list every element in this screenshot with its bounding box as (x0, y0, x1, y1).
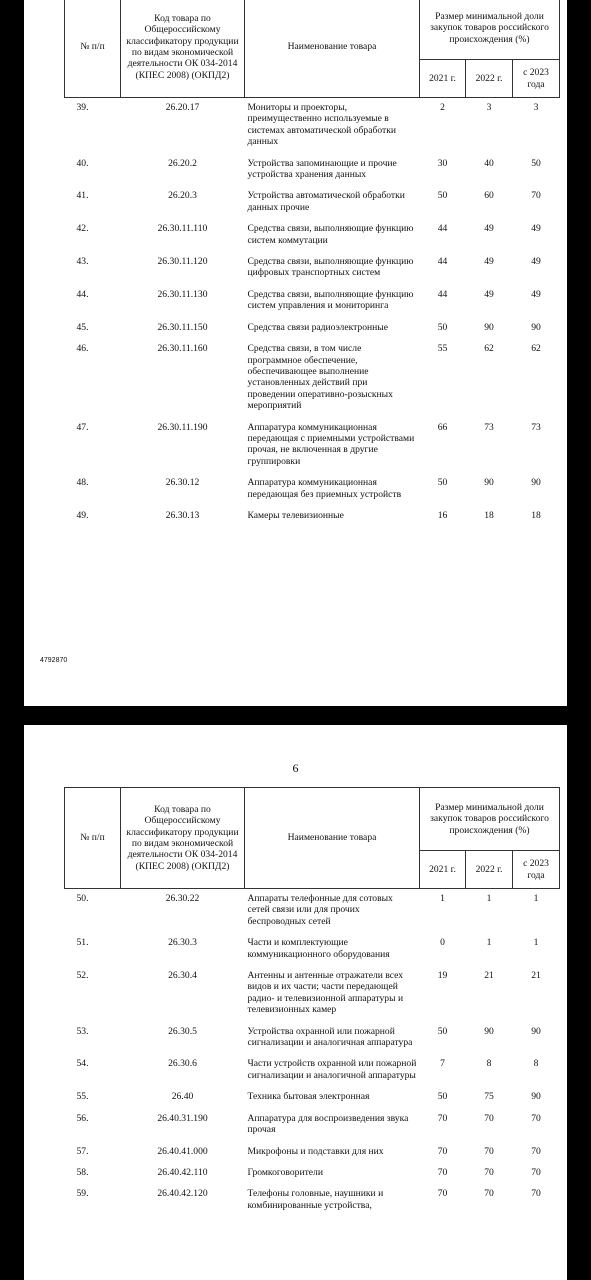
product-name: Аппараты телефонные для сотовых сетей связи или для прочих беспроводных сетей (247, 893, 393, 927)
table-row (65, 186, 560, 219)
document-page-2 (24, 725, 567, 1280)
product-name: Камеры телевизионные (247, 509, 344, 521)
product-code: 26.20.17 (165, 102, 200, 113)
row-number: 57. (76, 1145, 89, 1157)
share-2022: 75 (484, 1091, 494, 1103)
share-2022: 70 (484, 1166, 494, 1178)
row-number: 53. (76, 1025, 89, 1037)
share-2022: 90 (484, 477, 494, 489)
header-2023: с 2023 года (513, 60, 560, 98)
product-name: Части устройств охранной или пожарной сигнализации и аналогичной аппаратуры (247, 1058, 417, 1081)
table-row (65, 98, 560, 154)
share-2022: 60 (484, 190, 494, 202)
page-number: 6 (292, 761, 299, 775)
share-2023: 49 (531, 223, 541, 235)
row-number: 55. (76, 1091, 89, 1103)
share-2021: 70 (437, 1166, 448, 1178)
share-2022: 3 (486, 102, 492, 113)
header-num: № п/п (65, 788, 121, 889)
header-code: Код товара по Общероссийскому классификатору продукции по видам экономической деятельности ОК 034-2014 (КПЕС 2008) (ОКПД2) (121, 0, 245, 98)
document-stamp: 4792870 (40, 657, 68, 664)
product-code: 26.30.13 (165, 509, 200, 521)
share-2021: 70 (437, 1112, 448, 1124)
share-2021: 66 (437, 421, 448, 433)
product-code: 26.30.11.160 (157, 343, 208, 355)
table-row (65, 154, 560, 187)
row-number: 44. (76, 288, 89, 300)
table-row (65, 1163, 560, 1184)
product-code: 26.20.3 (168, 190, 197, 202)
product-code: 26.30.11.110 (157, 223, 208, 235)
header-2021: 2021 г. (420, 851, 466, 889)
share-2022: 70 (484, 1188, 494, 1200)
table-row (65, 966, 560, 1022)
share-2021: 50 (437, 477, 448, 489)
header-code: Код товара по Общероссийскому классификатору продукции по видам экономической деятельности ОК 034-2014 (КПЕС 2008) (ОКПД2) (121, 788, 245, 889)
table-row (65, 1142, 560, 1163)
share-2022: 40 (484, 157, 494, 169)
row-number: 58. (76, 1166, 89, 1178)
share-2022: 90 (484, 1025, 494, 1037)
share-2023: 62 (531, 343, 541, 355)
share-2023: 90 (531, 477, 541, 489)
share-2022: 49 (484, 256, 494, 268)
share-2022: 49 (484, 288, 494, 300)
share-2023: 73 (531, 421, 541, 433)
share-2023: 49 (531, 256, 541, 268)
share-2021: 16 (437, 509, 448, 521)
row-number: 59. (76, 1188, 89, 1200)
share-2022: 70 (484, 1145, 494, 1157)
share-2022: 62 (484, 343, 494, 355)
share-2022: 1 (486, 893, 492, 904)
product-name: Средства связи радиоэлектронные (247, 321, 389, 333)
header-2021: 2021 г. (420, 60, 466, 98)
product-name: Аппаратура коммуникационная передающая без приемных устройств (247, 477, 402, 500)
share-2021: 44 (437, 223, 448, 235)
product-code: 26.30.5 (168, 1025, 197, 1037)
product-name: Антенны и антенные отражатели всех видов и их части; части передающей радио- и телевизионной аппаратуры и телевизионных камер (247, 970, 404, 1016)
share-2023: 49 (531, 288, 541, 300)
table-row (65, 339, 560, 417)
product-name: Телефоны головные, наушники и комбинированные устройства, (247, 1188, 384, 1211)
product-name: Средства связи, выполняющие функцию цифровых транспортных систем (247, 256, 414, 279)
share-2021: 55 (437, 343, 448, 355)
product-name: Громкоговорители (247, 1166, 323, 1178)
table-row (65, 1109, 560, 1142)
header-num: № п/п (65, 0, 121, 98)
share-2023: 90 (531, 1091, 541, 1103)
share-2021: 70 (437, 1188, 448, 1200)
table-row (65, 1022, 560, 1055)
row-number: 50. (76, 893, 89, 904)
share-2022: 1 (486, 937, 492, 949)
product-code: 26.30.11.120 (157, 256, 208, 268)
product-code: 26.20.2 (168, 157, 197, 169)
row-number: 51. (76, 937, 89, 949)
product-name: Устройства запоминающие и прочие устройства хранения данных (247, 157, 397, 181)
share-2021: 50 (437, 1091, 448, 1103)
header-name: Наименование товара (245, 0, 420, 98)
table-row (65, 1087, 560, 1108)
header-2023: с 2023 года (513, 851, 560, 889)
product-name: Мониторы и проекторы, преимущественно используемые в системах автоматической обработки данных (247, 102, 396, 148)
header-2022: 2022 г. (466, 60, 513, 98)
product-code: 26.40 (171, 1091, 194, 1103)
product-name: Части и комплектующие коммуникационного оборудования (247, 937, 390, 960)
share-2023: 50 (531, 157, 541, 169)
share-2021: 7 (440, 1058, 445, 1070)
product-code: 26.30.11.130 (157, 288, 208, 300)
table-row (65, 318, 560, 339)
product-code: 26.30.22 (165, 893, 200, 904)
row-number: 52. (76, 970, 89, 982)
share-2021: 1 (440, 893, 445, 904)
share-2023: 1 (533, 893, 539, 904)
header-2022: 2022 г. (466, 851, 513, 889)
share-2021: 0 (440, 937, 445, 949)
share-2021: 30 (437, 157, 448, 169)
table-row (65, 473, 560, 506)
row-number: 40. (76, 157, 89, 169)
share-2022: 73 (484, 421, 494, 433)
share-2023: 8 (533, 1058, 539, 1070)
row-number: 45. (76, 321, 89, 333)
document-page-1 (24, 0, 567, 706)
product-name: Устройства охранной или пожарной сигнализации и аналогичная аппаратура (247, 1025, 413, 1049)
row-number: 39. (76, 102, 89, 113)
row-number: 43. (76, 256, 89, 268)
row-number: 49. (76, 509, 89, 521)
share-2023: 18 (531, 509, 541, 521)
product-code: 26.40.42.110 (157, 1166, 208, 1178)
table-row (65, 252, 560, 285)
share-2022: 90 (484, 321, 494, 333)
product-code: 26.30.3 (168, 937, 197, 949)
product-name: Средства связи, в том числе программное обеспечение, обеспечивающее выполнение установленных действий при проведении оперативно-розыскных мероприятий (247, 343, 393, 412)
table-row (65, 285, 560, 318)
share-2021: 19 (437, 970, 448, 982)
product-name: Средства связи, выполняющие функцию систем коммутации (247, 223, 414, 246)
share-2021: 70 (437, 1145, 448, 1157)
row-number: 41. (76, 190, 89, 202)
product-name: Устройства автоматической обработки данных прочие (247, 190, 405, 213)
product-code: 26.30.6 (168, 1058, 197, 1070)
table-row (65, 1184, 560, 1217)
share-2023: 70 (531, 1145, 541, 1157)
product-name: Техника бытовая электронная (247, 1091, 370, 1103)
share-2022: 70 (484, 1112, 494, 1124)
share-2021: 50 (437, 1025, 448, 1037)
row-number: 42. (76, 223, 89, 235)
share-2023: 90 (531, 321, 541, 333)
share-2023: 70 (531, 1166, 541, 1178)
procurement-share-table-1 (64, 0, 560, 527)
share-2023: 21 (531, 970, 541, 982)
share-2023: 70 (531, 1188, 541, 1200)
share-2022: 49 (484, 223, 494, 235)
share-2022: 18 (484, 509, 494, 521)
row-number: 46. (76, 343, 89, 355)
header-name: Наименование товара (245, 788, 420, 889)
table-row (65, 933, 560, 966)
product-code: 26.30.4 (168, 970, 197, 982)
header-share: Размер минимальной доли закупок товаров российского происхождения (%) (420, 0, 560, 60)
product-code: 26.30.11.150 (157, 321, 208, 333)
procurement-share-table-2 (64, 787, 560, 1217)
table-row (65, 1054, 560, 1087)
row-number: 54. (76, 1058, 89, 1070)
product-name: Аппаратура коммуникационная передающая с приемными устройствами прочая, не включенная в другие группировки (247, 421, 415, 467)
product-name: Микрофоны и подставки для них (247, 1145, 384, 1157)
share-2022: 8 (486, 1058, 492, 1070)
product-name: Средства связи, выполняющие функцию систем управления и мониторинга (247, 288, 414, 312)
table-row (65, 418, 560, 474)
share-2021: 2 (440, 102, 445, 113)
table-row (65, 506, 560, 527)
table-row (65, 889, 560, 934)
product-code: 26.40.31.190 (157, 1112, 208, 1124)
product-code: 26.30.11.190 (157, 421, 208, 433)
table-row (65, 219, 560, 252)
share-2023: 90 (531, 1025, 541, 1037)
product-code: 26.30.12 (165, 477, 200, 489)
share-2023: 70 (531, 190, 541, 202)
share-2021: 44 (437, 288, 448, 300)
product-name: Аппаратура для воспроизведения звука прочая (247, 1112, 409, 1136)
product-code: 26.40.42.120 (157, 1188, 208, 1200)
share-2023: 3 (533, 102, 539, 113)
share-2021: 50 (437, 321, 448, 333)
share-2023: 1 (533, 937, 539, 949)
row-number: 48. (76, 477, 89, 489)
row-number: 47. (76, 421, 89, 433)
header-share: Размер минимальной доли закупок товаров российского происхождения (%) (420, 788, 560, 851)
share-2021: 44 (437, 256, 448, 268)
share-2022: 21 (484, 970, 494, 982)
share-2023: 70 (531, 1112, 541, 1124)
row-number: 56. (76, 1112, 89, 1124)
product-code: 26.40.41.000 (157, 1145, 208, 1157)
share-2021: 50 (437, 190, 448, 202)
